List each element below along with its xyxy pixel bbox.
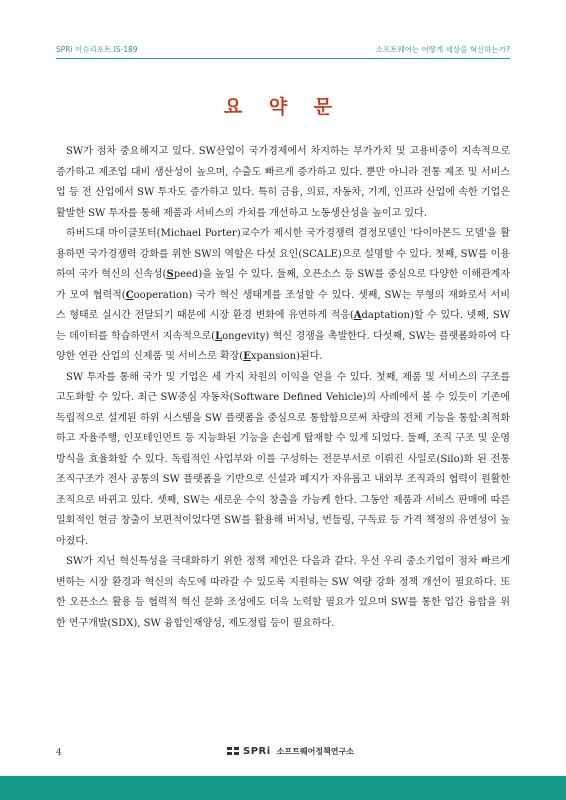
page-number: 4 <box>56 748 62 758</box>
paragraph-text: SW가 점차 중요해지고 있다. SW산업이 국가경제에서 차지하는 부가가치 및 고용비중이 지속적으로 증가하고 제조업 대비 생산성이 높으며, 수출도 빠르게 증가하고 있다. 뿐만 아니라 전통 제조 및 서비스업 등 전 산업에서 SW 투자도 증가하고 있다. 특히 금융, 의료, 자동차, 기계, 인프라 산업에 속한 기업은 활발한 SW 투자를 통해 제품과 서비스의 가치를 개선하고 노동생산성을 높이고 있다. <box>56 146 510 219</box>
paragraph-text: ooperation) 국가 혁신 생태계를 조성할 수 있다. 셋째, SW는 무형의 재화로서 서비스 형태로 실시간 전달되기 때문에 시장 환경 변화에 유연하게 적응( <box>56 289 511 321</box>
header-divider <box>56 58 510 59</box>
logo-brand-text: SPRi <box>243 745 271 757</box>
footer-logo <box>226 744 354 758</box>
scale-initial: A <box>353 310 362 321</box>
scale-initial: C <box>125 289 134 301</box>
scale-initial: E <box>243 351 251 362</box>
paragraph-text: SW 투자를 통해 국가 및 기업은 세 가지 차원의 이익을 얻을 수 있다. 첫째, 제품 및 서비스의 구조를 고도화할 수 있다. 최근 SW중심 자동차(Software Defined Vehicle)의 사례에서 볼 수 있듯이 기존에 독립적으로 설계된 하위 시스템을 SW 플랫폼을 중심으로 통합함으로써 차량의 전체 기능을 통합·최적화하고 자율주행, 인포테인먼트 등 지능화된 기능을 손쉽게 탑재할 수 있게 되었다. 둘째, 조직 구조 및 운영 방식을 효율화할 수 있다. 독립적인 사업부와 이를 구성하는 전문부서로 이뤄진 사일로(Silo)화 된 전통 조직구조가 전사 공통의 SW 플랫폼을 기반으로 신설과 폐지가 자유롭고 내외부 조직과의 협력이 원활한 조직으로 바뀌고 있다. 셋째, SW는 새로운 수익 창출을 가능케 한다. 그동안 제품과 서비스 판매에 따른 일회적인 현금 창출이 보편적이었다면 SW를 활용해 버저닝, 번들링, 구독료 등 가격 책정의 유연성이 높아졌다. <box>56 371 510 547</box>
summary-paragraph <box>56 552 510 634</box>
footer-bar <box>0 776 566 800</box>
summary-paragraph <box>56 142 510 224</box>
summary-paragraph <box>56 368 510 553</box>
summary-body <box>56 142 510 634</box>
paragraph-text: daptation)할 수 있다. 넷째, SW는 데이터를 학습하면서 지속적으로( <box>56 310 510 342</box>
scale-initial: S <box>166 269 174 280</box>
organization-name: 소프트웨어정책연구소 <box>276 746 354 756</box>
paragraph-text: 하버드대 마이클포터(Michael Porter)교수가 제시한 국가경쟁력 결정모델인 '다이아몬드 모델'을 활용하면 국가경쟁력 강화를 위한 SW의 역할은 다섯 요인(SCALE)으로 설명할 수 있다. 첫째, SW를 이용하여 국가 혁신의 신속성( <box>56 228 510 280</box>
paragraph-text: xpansion)된다. <box>250 351 323 362</box>
summary-paragraph <box>56 224 510 368</box>
paragraph-text: ongevity) 혁신 경쟁을 촉발한다. 다섯째, SW는 플랫폼화하여 다양한 연관 산업의 신제품 및 서비스로 확장( <box>56 330 510 362</box>
running-header <box>56 44 510 58</box>
spri-logo-icon <box>226 745 240 757</box>
report-topic-label: 소프트웨어는 어떻게 세상을 혁신하는가? <box>375 45 510 54</box>
report-series-label: SPRi 이슈리포트 IS-189 <box>56 45 138 54</box>
paragraph-text: SW가 지닌 혁신특성을 극대화하기 위한 정책 제언은 다음과 같다. 우선 우리 중소기업이 점차 빠르게 변하는 시장 환경과 혁신의 속도에 따라갈 수 있도록 지원하는 SW 역량 강화 정책 개선이 필요하다. 또한 오픈소스 활용 등 협력적 혁신 문화 조성에도 더욱 노력할 필요가 있으며 SW를 통한 업간 융합을 위한 연구개발(SDX), SW 융합인재양성, 제도정립 등이 필요하다. <box>56 556 510 629</box>
page-title: 요 약 문 <box>223 96 343 118</box>
paragraph-text: peed)을 높일 수 있다. 둘째, 오픈소스 등 SW를 중심으로 다양한 이해관계자가 모여 협력적( <box>56 269 510 301</box>
scale-initial: L <box>215 330 223 342</box>
